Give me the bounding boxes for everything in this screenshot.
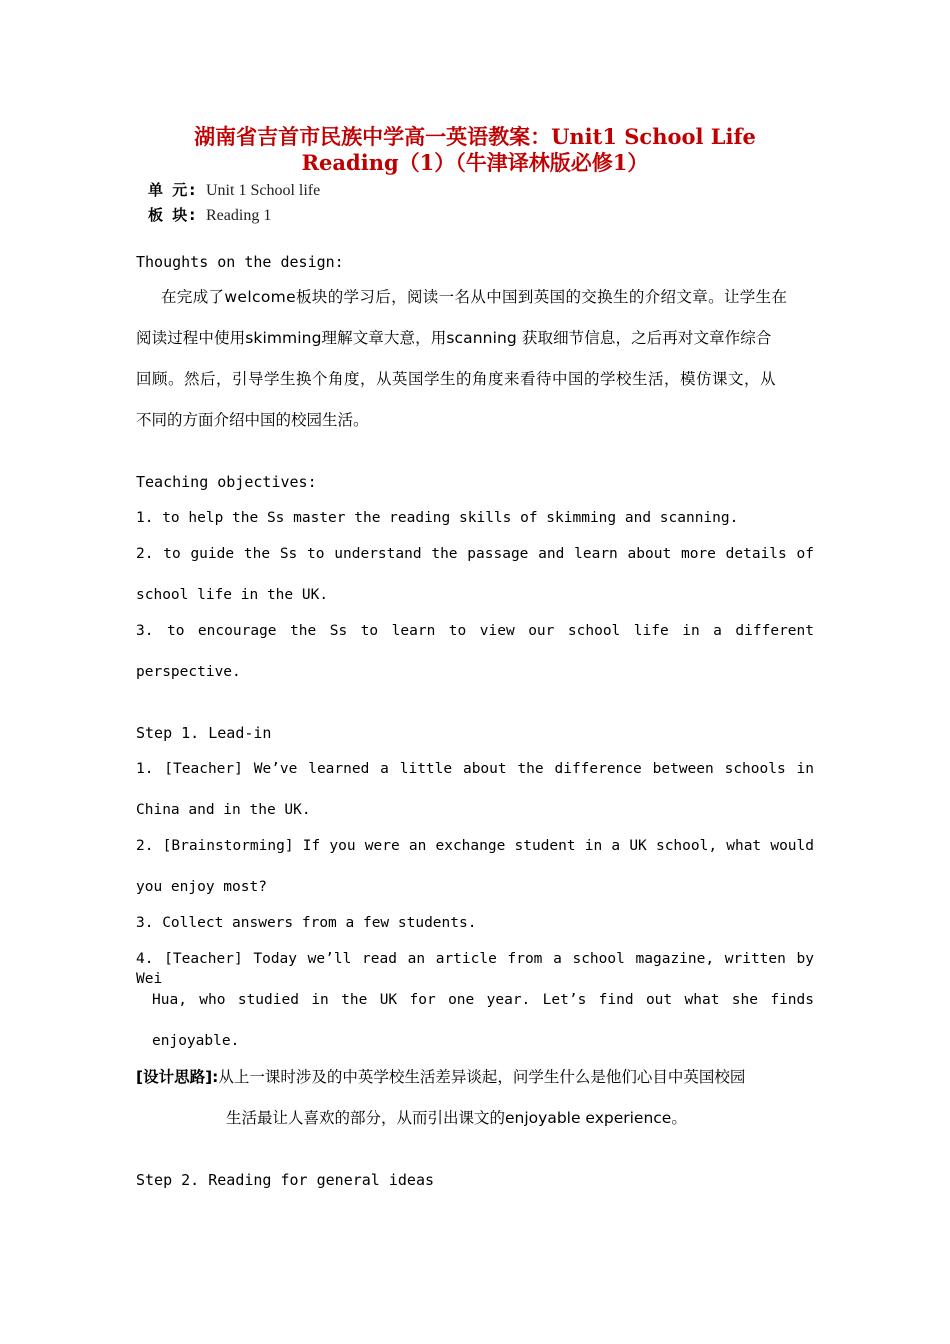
step1-line-1: 1. [Teacher] We’ve learned a little about the difference between schools in [136, 761, 814, 777]
document-title-line-2: Reading（1）（牛津译林版必修1） [301, 150, 649, 175]
step1-line-4: you enjoy most? [136, 879, 267, 895]
step1-line-6: 4. [Teacher] Today we’ll read an article from a school magazine, written by Wei [136, 951, 814, 987]
step1-line-3: 2. [Brainstorming] If you were an exchange student in a UK school, what would [136, 838, 814, 854]
step1-line-2: China and in the UK. [136, 802, 311, 818]
unit-label: 单 元: [148, 181, 198, 199]
document-title-line-1: 湖南省吉首市民族中学高一英语教案：Unit1 School Life [194, 124, 756, 149]
objective-line-4: 3. to encourage the Ss to learn to view our school life in a different [136, 623, 814, 639]
step1-design-idea [136, 1067, 814, 1087]
step1-line-7: Hua, who studied in the UK for one year. Let’s find out what she finds [152, 992, 814, 1008]
block-row [148, 205, 271, 226]
objectives-heading: Teaching objectives: [136, 473, 317, 491]
objective-line-1: 1. to help the Ss master the reading skills of skimming and scanning. [136, 510, 739, 526]
design-paragraph-line-3: 回顾。然后，引导学生换个角度，从英国学生的角度来看待中国的学校生活，模仿课文，从 [136, 370, 777, 388]
step1-line-8: enjoyable. [152, 1033, 240, 1049]
unit-row [148, 180, 320, 201]
design-paragraph-line-1: 在完成了welcome板块的学习后，阅读一名从中国到英国的交换生的介绍文章。让学生在 [161, 288, 788, 306]
design-heading: Thoughts on the design: [136, 253, 344, 271]
block-value: Reading 1 [206, 207, 272, 224]
step1-heading: Step 1. Lead-in [136, 724, 272, 742]
block-label: 板 块: [148, 206, 198, 224]
objective-line-3: school life in the UK. [136, 587, 329, 603]
design-idea-line-2: 生活最让人喜欢的部分，从而引出课文的enjoyable experience。 [226, 1109, 687, 1127]
objective-line-2: 2. to guide the Ss to understand the passage and learn about more details of [136, 546, 814, 562]
design-idea-label: [设计思路]: [136, 1068, 219, 1086]
unit-value: Unit 1 School life [206, 182, 321, 199]
design-paragraph-line-4: 不同的方面介绍中国的校园生活。 [136, 411, 369, 429]
step2-heading: Step 2. Reading for general ideas [136, 1171, 435, 1189]
step1-line-5: 3. Collect answers from a few students. [136, 915, 477, 931]
design-idea-line-1: 从上一课时涉及的中英学校生活差异谈起，问学生什么是他们心目中英国校园 [218, 1068, 746, 1086]
design-paragraph-line-2: 阅读过程中使用skimming理解文章大意，用scanning 获取细节信息，之后再对文章作综合 [136, 329, 772, 347]
objective-line-5: perspective. [136, 664, 241, 680]
